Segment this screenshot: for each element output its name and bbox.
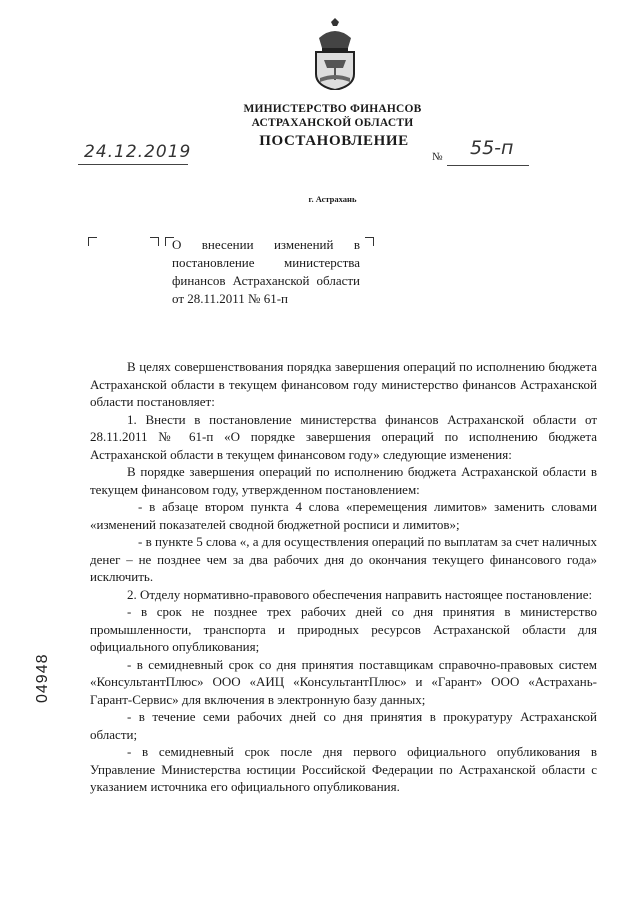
body-paragraph: 2. Отделу нормативно-правового обеспечения направить настоящее постановление: — [127, 586, 593, 602]
body-paragraph: - в срок не позднее трех рабочих дней со дня принятия в министерство промышленности, транспорта и природных ресурсов Астраханской области для официального опубликования; — [90, 604, 597, 654]
body-paragraph: 1. Внести в постановление министерства финансов Астраханской области от 28.11.2011 № 61-п «О порядке завершения операций по исполнению бюджета Астраханской области в текущем финансовом году» следующие изменения: — [90, 411, 597, 462]
corner-bracket — [365, 237, 374, 246]
body-paragraph: В целях совершенствования порядка завершения операций по исполнению бюджета Астраханской области в текущем финансовом году министерство финансов Астраханской области постановляет: — [90, 359, 597, 409]
document-number: 55-п — [470, 137, 514, 159]
number-underline — [447, 165, 529, 166]
body-paragraph: - в пункте 5 слова «, а для осуществления операций по выплатам за счет наличных денег – не позднее чем за два рабочих дня до окончания текущего финансового года» исключить. — [90, 534, 597, 584]
corner-bracket — [88, 237, 97, 246]
body-paragraph: - в течение семи рабочих дней со дня принятия в прокуратуру Астраханской области; — [90, 709, 597, 742]
body-paragraph: - в абзаце втором пункта 4 слова «перемещения лимитов» заменить словами «изменений показателей сводной бюджетной росписи и лимитов»; — [90, 499, 597, 532]
ministry-name-line1: МИНИСТЕРСТВО ФИНАНСОВ — [243, 103, 422, 115]
document-subject: О внесении изменений в постановление министерства финансов Астраханской области от 28.11.2011 № 61-п — [172, 237, 360, 306]
city-name: г. Астрахань — [308, 194, 357, 204]
corner-bracket — [150, 237, 159, 246]
ministry-name-line2: АСТРАХАНСКОЙ ОБЛАСТИ — [251, 117, 414, 129]
number-sign: № — [432, 151, 443, 163]
body-paragraph: - в семидневный срок после дня первого официального опубликования в Управление Министерства юстиции Российской Федерации по Астраханской области с указанием источника его официального опубликования. — [90, 744, 597, 794]
date-underline — [78, 164, 188, 165]
document-body — [90, 358, 597, 796]
body-paragraph: - в семидневный срок со дня принятия поставщикам справочно-правовых систем «КонсультантПлюс» ООО «АИЦ «КонсультантПлюс» и «Гарант» ООО «Астрахань-Гарант-Сервис» для включения в электронную базу данных; — [90, 656, 597, 707]
body-paragraph: В порядке завершения операций по исполнению бюджета Астраханской области в текущем финансовом году, утвержденном постановлением: — [90, 464, 597, 497]
document-type-title: ПОСТАНОВЛЕНИЕ — [259, 133, 409, 149]
margin-stamp-number: 04948 — [34, 653, 51, 703]
document-date: 24.12.2019 — [84, 142, 192, 162]
coat-of-arms-icon — [310, 18, 360, 90]
